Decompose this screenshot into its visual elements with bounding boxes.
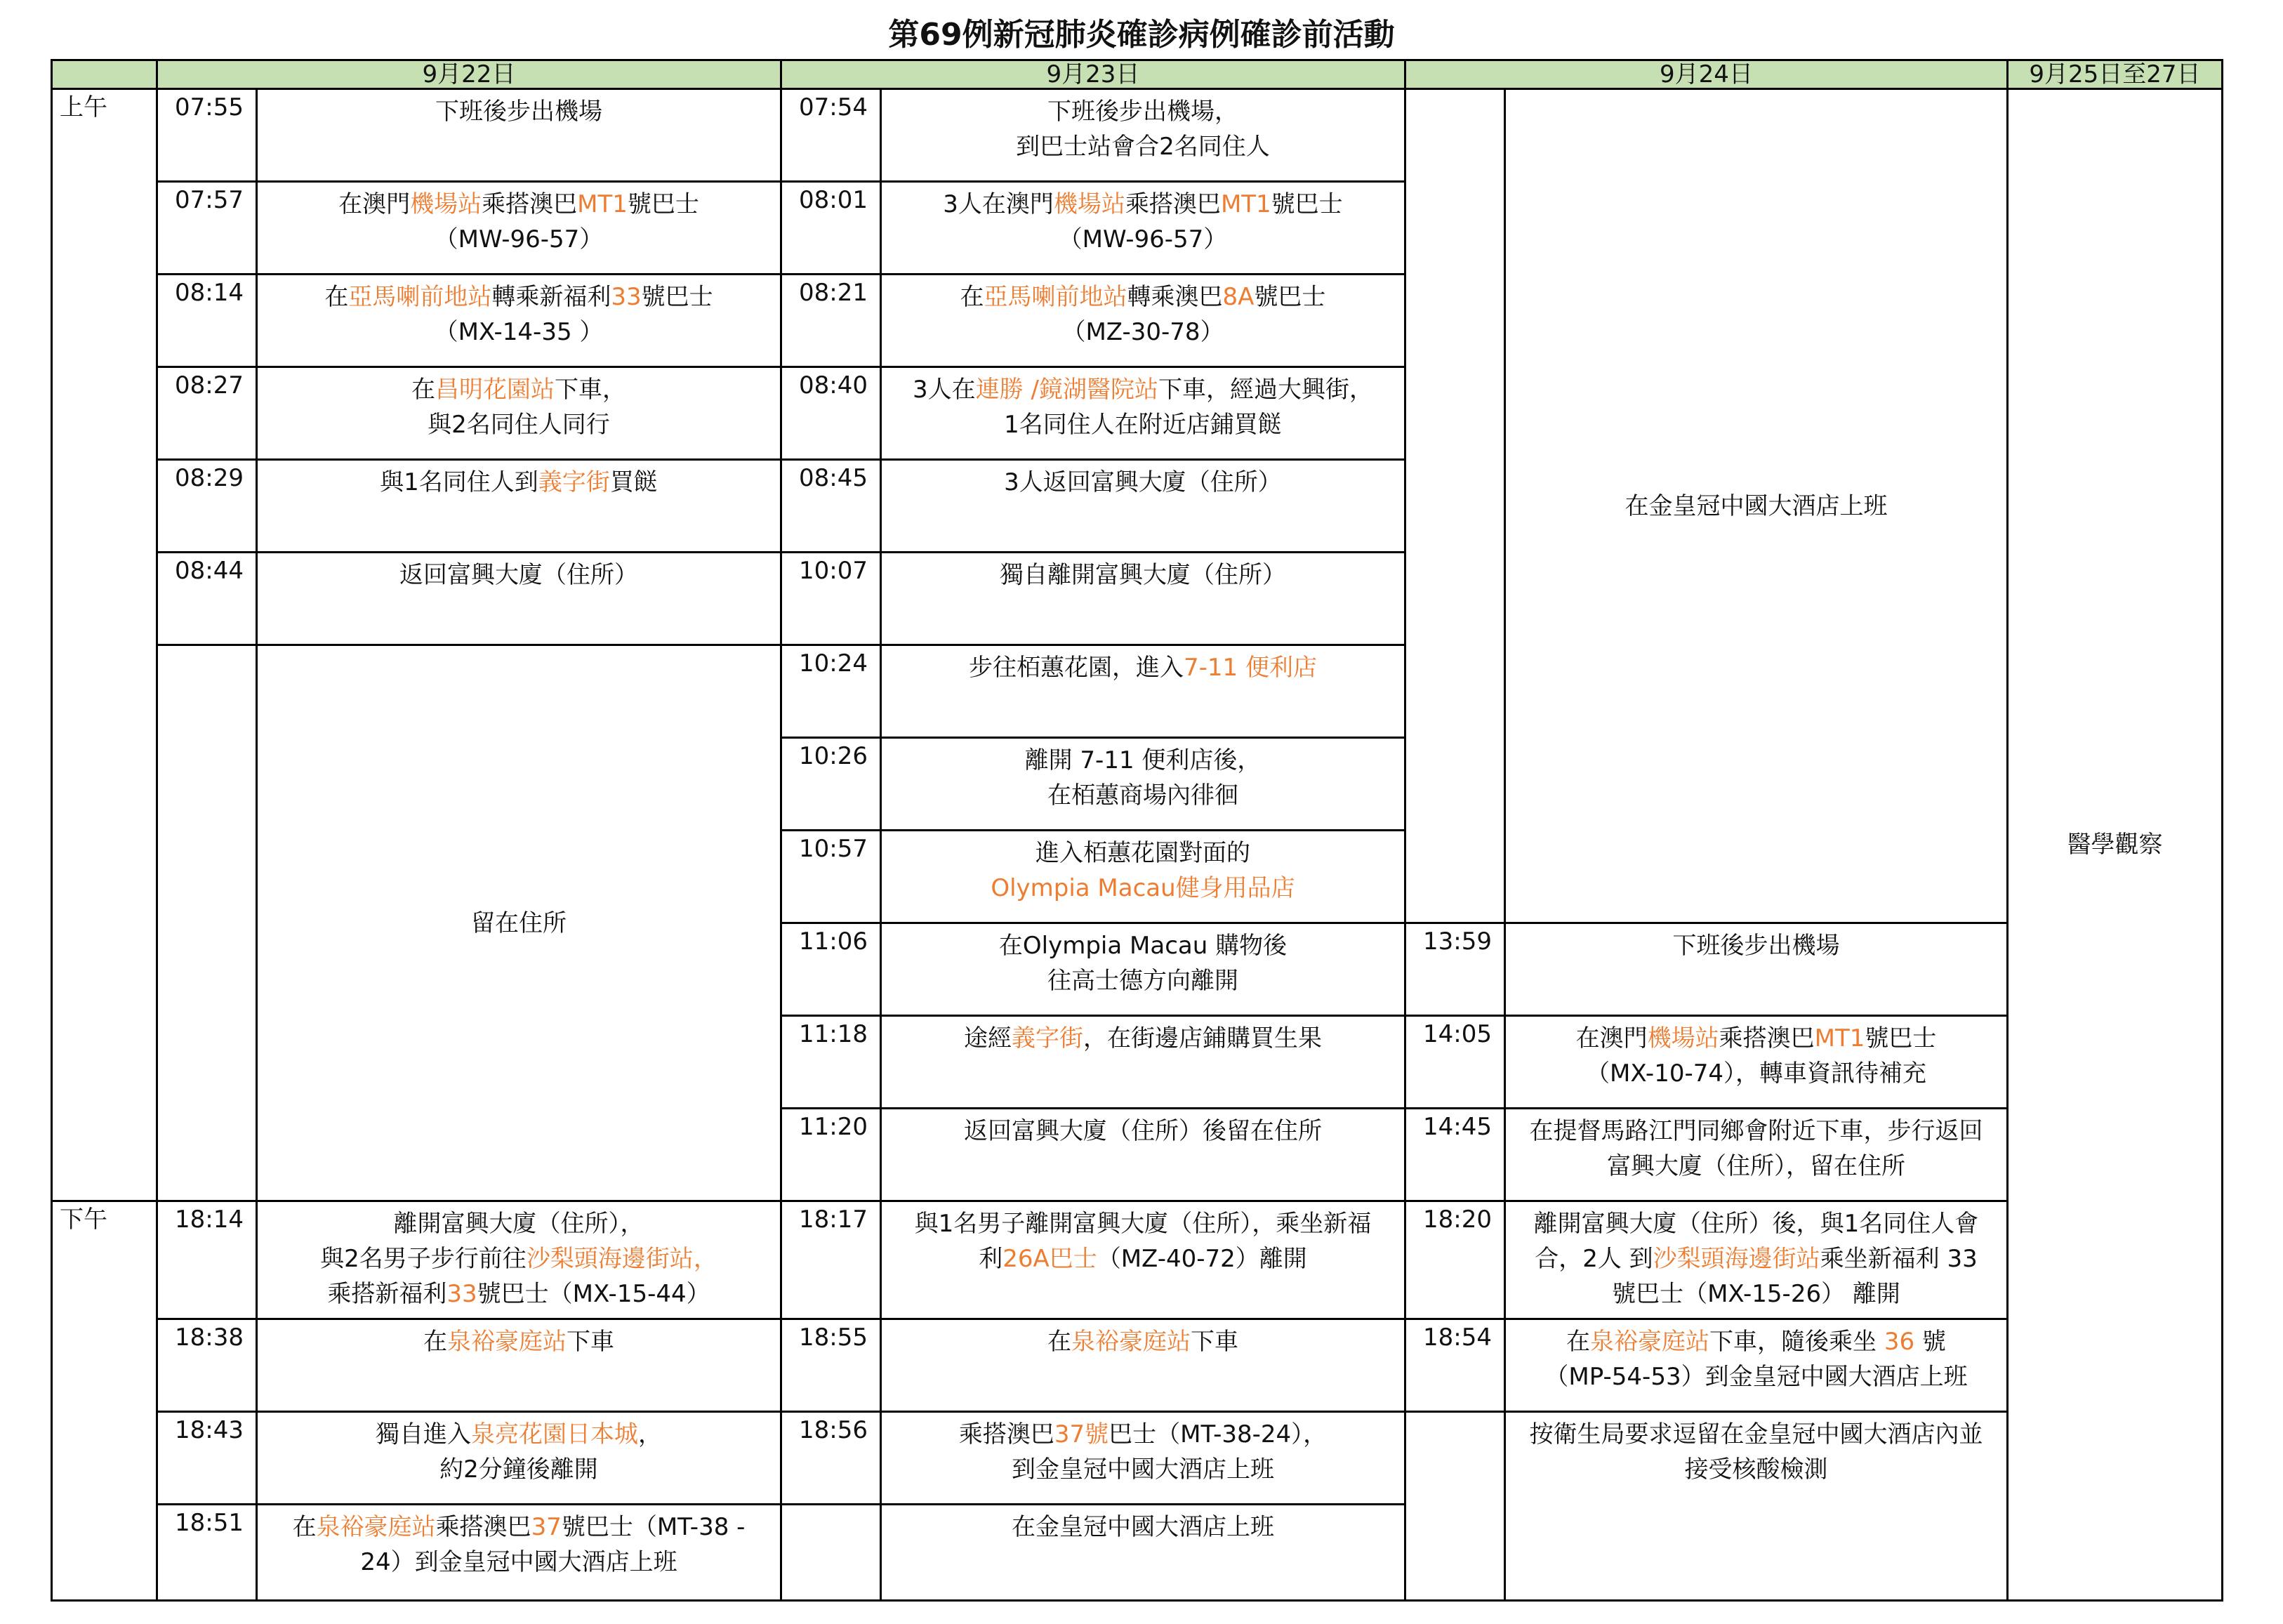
event-text: 在 bbox=[411, 376, 435, 404]
event-text: 離開富興大廈（住所）， bbox=[393, 1210, 644, 1238]
d3-event bbox=[1505, 923, 2008, 1016]
event-line bbox=[1513, 1206, 1999, 1241]
event-line bbox=[1513, 1452, 1999, 1487]
d1-time: 18:51 bbox=[157, 1505, 257, 1601]
event-text: 在 bbox=[324, 283, 349, 311]
d2-time: 08:21 bbox=[781, 275, 881, 367]
highlight-text: 37號 bbox=[1054, 1420, 1109, 1448]
d3-time: 14:05 bbox=[1405, 1016, 1505, 1109]
event-line bbox=[889, 187, 1397, 222]
d1-event bbox=[257, 460, 781, 553]
event-text: 按衛生局要求逗留在金皇冠中國大酒店內並 bbox=[1529, 1420, 1983, 1448]
event-text: 下車，隨後乘坐 bbox=[1709, 1328, 1884, 1356]
event-text: ，在街邊店鋪購買生果 bbox=[1083, 1024, 1322, 1052]
highlight-text: 泉裕豪庭站 bbox=[447, 1328, 567, 1356]
event-line bbox=[1513, 1149, 1999, 1184]
d3-event bbox=[1505, 1109, 2008, 1201]
event-text: 在 bbox=[1566, 1328, 1591, 1356]
event-text: 在 bbox=[960, 283, 984, 311]
event-line bbox=[889, 743, 1397, 778]
event-line bbox=[1513, 928, 1999, 963]
header-date-2: 9月23日 bbox=[781, 60, 1405, 89]
highlight-text: 義字街 bbox=[1012, 1024, 1083, 1052]
d1-event bbox=[257, 553, 781, 645]
d3-event bbox=[1505, 1201, 2008, 1319]
d3-time: 18:54 bbox=[1405, 1319, 1505, 1412]
event-text: 號巴士 bbox=[1271, 190, 1343, 218]
d2-time: 11:06 bbox=[781, 923, 881, 1016]
event-text: 與2名同住人同行 bbox=[428, 411, 610, 439]
event-line bbox=[265, 1545, 773, 1580]
event-line bbox=[889, 407, 1397, 442]
event-text: 到巴士站會合2名同住人 bbox=[1016, 133, 1270, 161]
event-text: 在金皇冠中國大酒店上班 bbox=[1012, 1513, 1274, 1541]
event-text: 買餸 bbox=[609, 468, 658, 496]
event-line bbox=[889, 1206, 1397, 1241]
event-text: （MZ-40-72）離開 bbox=[1097, 1245, 1307, 1273]
event-line bbox=[889, 465, 1397, 500]
event-text: 往高士德方向離開 bbox=[1047, 967, 1238, 995]
event-text: 轉乘新福利 bbox=[491, 283, 611, 311]
d3-time: 13:59 bbox=[1405, 923, 1505, 1016]
event-line bbox=[889, 1241, 1397, 1276]
d2-time: 07:54 bbox=[781, 89, 881, 182]
d2-event bbox=[881, 1109, 1405, 1201]
event-line bbox=[265, 407, 773, 442]
event-text: （MW-96-57） bbox=[1058, 225, 1228, 253]
event-text: 下車，經過大興街， bbox=[1158, 376, 1373, 404]
d2-time: 11:18 bbox=[781, 1016, 881, 1109]
d2-time: 11:20 bbox=[781, 1109, 881, 1201]
highlight-text: MT1 bbox=[1220, 190, 1271, 218]
event-text: 利 bbox=[979, 1245, 1003, 1273]
event-text: 號巴士（MT-38 - bbox=[561, 1513, 746, 1541]
d2-event bbox=[881, 367, 1405, 460]
page-title: 第69例新冠肺炎確診病例確診前活動 bbox=[888, 17, 1395, 53]
event-line bbox=[889, 372, 1397, 407]
d1-blank-time bbox=[157, 645, 257, 1201]
event-line bbox=[265, 1510, 773, 1545]
event-text: 乘搭澳巴 bbox=[482, 190, 578, 218]
d3-work-cell: 在金皇冠中國大酒店上班 bbox=[1505, 89, 2008, 923]
event-line bbox=[265, 279, 773, 315]
event-line bbox=[1513, 1324, 1999, 1359]
highlight-text: 7-11 便利店 bbox=[1184, 654, 1317, 682]
event-text: 巴士（MT-38-24）， bbox=[1109, 1420, 1328, 1448]
event-line bbox=[265, 222, 773, 257]
event-text: 乘搭澳巴 bbox=[435, 1513, 531, 1541]
event-text: 合，2人 到 bbox=[1535, 1245, 1653, 1273]
highlight-text: 機場站 bbox=[1647, 1024, 1719, 1052]
d1-time: 08:27 bbox=[157, 367, 257, 460]
event-text: （MW-96-57） bbox=[434, 225, 604, 253]
highlight-text: 37 bbox=[531, 1513, 562, 1541]
d2-time: 18:56 bbox=[781, 1412, 881, 1505]
event-text: 下班後步出機場 bbox=[1672, 932, 1840, 960]
event-text: 號巴士（MX-15-44） bbox=[477, 1280, 710, 1308]
event-text: 3人在 bbox=[913, 376, 976, 404]
event-text: 號巴士 bbox=[1254, 283, 1326, 311]
event-line bbox=[889, 1021, 1397, 1056]
d1-stay-cell: 留在住所 bbox=[257, 645, 781, 1201]
d1-event bbox=[257, 1319, 781, 1412]
event-line bbox=[265, 557, 773, 593]
event-text: 下班後步出機場， bbox=[1047, 98, 1238, 126]
d1-time: 18:38 bbox=[157, 1319, 257, 1412]
d1-event bbox=[257, 89, 781, 182]
event-text: 乘搭澳巴 bbox=[1125, 190, 1221, 218]
event-text: 號巴士 bbox=[1865, 1024, 1937, 1052]
d2-event bbox=[881, 1319, 1405, 1412]
highlight-text: 亞馬喇前地站 bbox=[348, 283, 492, 311]
event-line bbox=[889, 279, 1397, 315]
highlight-text: 機場站 bbox=[410, 190, 482, 218]
highlight-text: 連勝 /鏡湖醫院站 bbox=[975, 376, 1158, 404]
event-text: 進入栢蕙花園對面的 bbox=[1035, 839, 1250, 867]
event-text: 3人在澳門 bbox=[943, 190, 1054, 218]
d2-event bbox=[881, 645, 1405, 738]
d2-time: 08:01 bbox=[781, 182, 881, 275]
event-line bbox=[889, 836, 1397, 871]
event-text: 乘坐新福利 33 bbox=[1820, 1245, 1978, 1273]
event-line bbox=[889, 650, 1397, 685]
event-text: （MX-14-35 ） bbox=[434, 318, 604, 346]
highlight-text: 泉裕豪庭站 bbox=[316, 1513, 436, 1541]
event-line bbox=[265, 1276, 773, 1312]
event-text: 在栢蕙商場內徘徊 bbox=[1047, 781, 1238, 810]
highlight-text: 亞馬喇前地站 bbox=[984, 283, 1127, 311]
event-text: （MZ-30-78） bbox=[1061, 318, 1224, 346]
event-text: 約2分鐘後離開 bbox=[439, 1455, 598, 1484]
highlight-text: 沙梨頭海邊街站 bbox=[1653, 1245, 1820, 1273]
d2-event bbox=[881, 89, 1405, 182]
event-text: （MX-10-74），轉車資訊待補充 bbox=[1586, 1059, 1926, 1088]
period-am: 上午 bbox=[52, 89, 157, 1201]
event-text: 步往栢蕙花園，進入 bbox=[969, 654, 1184, 682]
event-line bbox=[1513, 1114, 1999, 1149]
period-pm: 下午 bbox=[52, 1201, 157, 1601]
event-line bbox=[265, 1417, 773, 1452]
event-line bbox=[889, 1324, 1397, 1359]
highlight-text: 8A bbox=[1222, 283, 1255, 311]
event-text: 乘搭新福利 bbox=[327, 1280, 447, 1308]
d2-blank-time bbox=[781, 1505, 881, 1601]
d4-observation-cell: 醫學觀察 bbox=[2008, 89, 2223, 1601]
event-text: 號巴士（MX-15-26） 離開 bbox=[1612, 1280, 1900, 1308]
event-text: 離開 7-11 便利店後， bbox=[1024, 746, 1262, 774]
event-line bbox=[265, 465, 773, 500]
event-text: 24）到金皇冠中國大酒店上班 bbox=[360, 1548, 677, 1576]
event-line bbox=[1513, 1241, 1999, 1276]
d2-time: 18:17 bbox=[781, 1201, 881, 1319]
event-text: 1名同住人在附近店鋪買餸 bbox=[1004, 411, 1282, 439]
d2-event bbox=[881, 182, 1405, 275]
d2-time: 10:07 bbox=[781, 553, 881, 645]
highlight-text: ， bbox=[693, 1245, 717, 1273]
header-date-4: 9月25日至27日 bbox=[2008, 60, 2223, 89]
event-line bbox=[889, 1510, 1397, 1545]
event-text: 與1名同住人到 bbox=[380, 468, 538, 496]
event-line bbox=[889, 963, 1397, 998]
event-line bbox=[1513, 1021, 1999, 1056]
event-line bbox=[889, 315, 1397, 350]
event-text: 乘搭澳巴 bbox=[958, 1420, 1054, 1448]
event-text: 離開富興大廈（住所）後，與1名同住人會 bbox=[1533, 1210, 1979, 1238]
event-text: 在澳門 bbox=[1575, 1024, 1648, 1052]
d2-time: 18:55 bbox=[781, 1319, 881, 1412]
event-text: 富興大廈（住所），留在住所 bbox=[1607, 1152, 1905, 1180]
event-text: 乘搭澳巴 bbox=[1719, 1024, 1815, 1052]
event-text: 在 bbox=[1047, 1328, 1071, 1356]
d1-time: 08:29 bbox=[157, 460, 257, 553]
d2-event bbox=[881, 738, 1405, 831]
event-line bbox=[1513, 1276, 1999, 1312]
d1-event bbox=[257, 367, 781, 460]
d2-event bbox=[881, 553, 1405, 645]
d1-event bbox=[257, 275, 781, 367]
d1-time: 07:55 bbox=[157, 89, 257, 182]
schedule-table bbox=[51, 59, 2223, 1602]
d2-time: 10:24 bbox=[781, 645, 881, 738]
d3-event bbox=[1505, 1412, 2008, 1601]
d2-event bbox=[881, 923, 1405, 1016]
event-text: 3人返回富興大廈（住所） bbox=[1004, 468, 1282, 496]
event-text: 到金皇冠中國大酒店上班 bbox=[1012, 1455, 1274, 1484]
d3-time: 18:20 bbox=[1405, 1201, 1505, 1319]
event-line bbox=[265, 1206, 773, 1241]
d1-time: 18:14 bbox=[157, 1201, 257, 1319]
event-line bbox=[265, 94, 773, 129]
event-line bbox=[889, 129, 1397, 164]
d3-event bbox=[1505, 1319, 2008, 1412]
event-line bbox=[889, 222, 1397, 257]
d2-time: 08:40 bbox=[781, 367, 881, 460]
highlight-text: 36 bbox=[1884, 1328, 1915, 1356]
d2-event bbox=[881, 1016, 1405, 1109]
d1-event bbox=[257, 1505, 781, 1601]
d3-time: 14:45 bbox=[1405, 1109, 1505, 1201]
d2-event bbox=[881, 1505, 1405, 1601]
event-line bbox=[265, 1241, 773, 1276]
event-text: 在Olympia Macau 購物後 bbox=[998, 932, 1288, 960]
highlight-text: 33 bbox=[446, 1280, 477, 1308]
event-text: 號 bbox=[1914, 1328, 1946, 1356]
event-text: 在提督馬路江門同鄉會附近下車，步行返回 bbox=[1529, 1117, 1983, 1145]
d2-time: 10:26 bbox=[781, 738, 881, 831]
event-text: 返回富興大廈（住所） bbox=[399, 561, 638, 589]
event-line bbox=[889, 1452, 1397, 1487]
highlight-text: 泉裕豪庭站 bbox=[1590, 1328, 1710, 1356]
d3-blank-time bbox=[1405, 1412, 1505, 1601]
d2-time: 10:57 bbox=[781, 831, 881, 923]
event-line bbox=[265, 1452, 773, 1487]
highlight-text: 33 bbox=[611, 283, 642, 311]
d1-time: 18:43 bbox=[157, 1412, 257, 1505]
event-text: 獨自離開富興大廈（住所） bbox=[1000, 561, 1286, 589]
header-date-3: 9月24日 bbox=[1405, 60, 2008, 89]
highlight-text: MT1 bbox=[577, 190, 628, 218]
d2-event bbox=[881, 275, 1405, 367]
highlight-text: 26A巴士 bbox=[1002, 1245, 1097, 1273]
event-line bbox=[889, 928, 1397, 963]
header-date-1: 9月22日 bbox=[157, 60, 781, 89]
highlight-text: 機場站 bbox=[1053, 190, 1125, 218]
d2-event bbox=[881, 1201, 1405, 1319]
d1-event bbox=[257, 1412, 781, 1505]
event-line bbox=[889, 1417, 1397, 1452]
highlight-text: 泉裕豪庭站 bbox=[1071, 1328, 1191, 1356]
highlight-text: 義字街 bbox=[538, 468, 610, 496]
event-line bbox=[889, 778, 1397, 813]
event-text: 下車 bbox=[567, 1328, 614, 1356]
event-line bbox=[1513, 1056, 1999, 1091]
highlight-text: 昌明花園站 bbox=[435, 376, 555, 404]
d1-event bbox=[257, 182, 781, 275]
event-line bbox=[889, 557, 1397, 593]
event-line bbox=[1513, 1417, 1999, 1452]
d2-time: 08:45 bbox=[781, 460, 881, 553]
event-line bbox=[889, 1114, 1397, 1149]
highlight-text: 泉亮花園日本城 bbox=[471, 1420, 638, 1448]
header-blank bbox=[52, 60, 157, 89]
event-line bbox=[889, 871, 1397, 906]
event-line bbox=[1513, 1359, 1999, 1394]
event-text: 返回富興大廈（住所）後留在住所 bbox=[964, 1117, 1322, 1145]
highlight-text: MT1 bbox=[1814, 1024, 1865, 1052]
highlight-text: Olympia Macau健身用品店 bbox=[991, 874, 1295, 902]
d1-time: 07:57 bbox=[157, 182, 257, 275]
event-line bbox=[265, 372, 773, 407]
event-text: 下班後步出機場 bbox=[435, 98, 602, 126]
event-text: 接受核酸檢測 bbox=[1684, 1455, 1828, 1484]
event-text: （MP-54-53）到金皇冠中國大酒店上班 bbox=[1544, 1363, 1968, 1391]
event-text: 轉乘澳巴 bbox=[1127, 283, 1223, 311]
event-text: 與2名男子步行前往 bbox=[320, 1245, 527, 1273]
event-text: ， bbox=[638, 1420, 662, 1448]
d3-blank-time bbox=[1405, 89, 1505, 923]
event-line bbox=[265, 315, 773, 350]
d2-event bbox=[881, 831, 1405, 923]
event-text: 下車， bbox=[555, 376, 626, 404]
event-line bbox=[265, 1324, 773, 1359]
event-text: 獨自進入 bbox=[376, 1420, 471, 1448]
d3-event bbox=[1505, 1016, 2008, 1109]
d1-time: 08:14 bbox=[157, 275, 257, 367]
event-text: 在 bbox=[292, 1513, 317, 1541]
event-text: 途經 bbox=[964, 1024, 1012, 1052]
d1-time: 08:44 bbox=[157, 553, 257, 645]
event-line bbox=[889, 94, 1397, 129]
d1-event bbox=[257, 1201, 781, 1319]
event-text: 與1名男子離開富興大廈（住所），乘坐新福 bbox=[914, 1210, 1372, 1238]
event-text: 在 bbox=[423, 1328, 447, 1356]
event-text: 在澳門 bbox=[338, 190, 411, 218]
event-text: 號巴士 bbox=[641, 283, 713, 311]
event-line bbox=[265, 187, 773, 222]
highlight-text: 沙梨頭海邊街站 bbox=[526, 1245, 694, 1273]
d2-event bbox=[881, 1412, 1405, 1505]
event-text: 號巴士 bbox=[627, 190, 699, 218]
d2-event bbox=[881, 460, 1405, 553]
event-text: 下車 bbox=[1191, 1328, 1238, 1356]
